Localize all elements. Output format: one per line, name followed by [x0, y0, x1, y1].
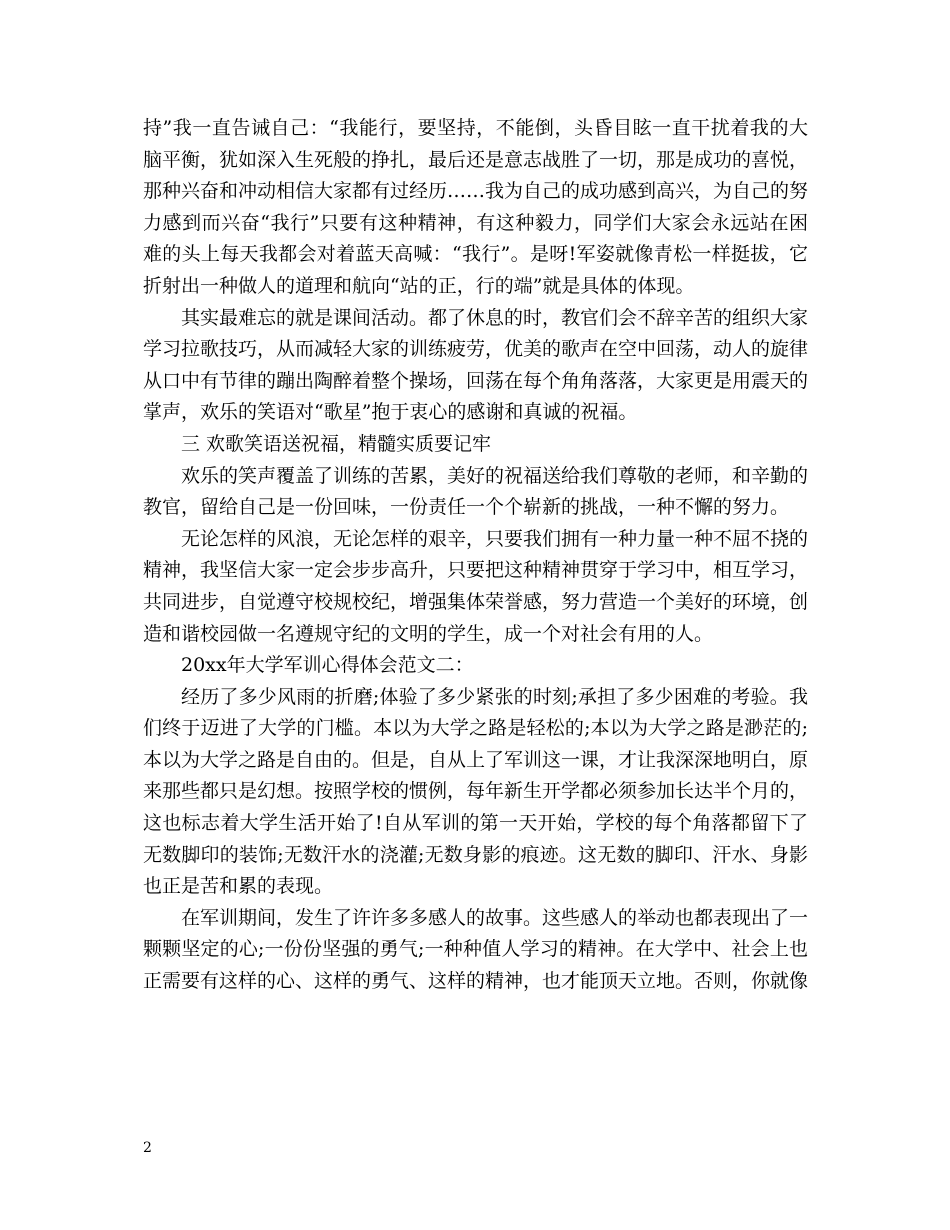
paragraph-touching-stories: 在军训期间，发生了许许多多感人的故事。这些感人的举动也都表现出了一颗颗坚定的心;一份份坚强的勇气;一种种值人学习的精神。在大学中、社会上也正需要有这样的心、这样的勇气、这样的精神，也才能顶天立地。否则，你就像: [143, 906, 809, 993]
paragraph-experience: 经历了多少风雨的折磨;体验了多少紧张的时刻;承担了多少困难的考验。我们终于迈进了大学的门槛。本以为大学之路是轻松的;本以为大学之路是渺茫的;本以为大学之路是自由的。但是，自从上了军训这一课，才让我深深地明白，原来那些都只是幻想。按照学校的惯例，每年新生开学都必须参加长达半个月的，这也标志着大学生活开始了!自从军训的第一天开始，学校的每个角落都留下了无数脚印的装饰;无数汗水的浇灌;无数身影的痕迹。这无数的脚印、汗水、身影也正是苦和累的表现。: [143, 685, 809, 898]
paragraph-break-activities: 其实最难忘的就是课间活动。都了休息的时，教官们会不辞辛苦的组织大家学习拉歌技巧，从而减轻大家的训练疲劳，优美的歌声在空中回荡，动人的旋律从口中有节律的蹦出陶醉着整个操场，回荡在每个角角落落，大家更是用震天的掌声，欢乐的笑语对“歌星”抱于衷心的感谢和真诚的祝福。: [143, 306, 809, 424]
section-heading-three: 三 欢歌笑语送祝福，精髓实质要记牢: [181, 432, 492, 455]
paragraph-continuation: 持”我一直告诫自己：“我能行，要坚持，不能倒，头昏目眩一直干扰着我的大脑平衡，犹如深入生死般的挣扎，最后还是意志战胜了一切，那是成功的喜悦，那种兴奋和冲动相信大家都有过经历……我为自己的成功感到高兴，为自己的努力感到而兴奋“我行”只要有这种精神，有这种毅力，同学们大家会永远站在困难的头上每天我都会对着蓝天高喊：“我行”。是呀!军姿就像青松一样挺拔，它折射出一种做人的道理和航向“站的正，行的端”就是具体的体现。: [143, 117, 809, 297]
document-body: [143, 113, 808, 998]
page-number: 2: [143, 1140, 152, 1156]
paragraph-laughter: 欢乐的笑声覆盖了训练的苦累，美好的祝福送给我们尊敬的老师，和辛勤的教官，留给自己是一份回味，一份责任一个个崭新的挑战，一种不懈的努力。: [143, 464, 809, 519]
essay-two-heading: 20xx年大学军训心得体会范文二：: [181, 654, 474, 677]
paragraph-perseverance: 无论怎样的风浪，无论怎样的艰辛，只要我们拥有一种力量一种不屈不挠的精神，我坚信大家一定会步步高升，只要把这种精神贯穿于学习中，相互学习，共同进步，自觉遵守校规校纪，增强集体荣誉感，努力营造一个美好的环境，创造和谐校园做一名遵规守纪的文明的学生，成一个对社会有用的人。: [143, 527, 809, 645]
